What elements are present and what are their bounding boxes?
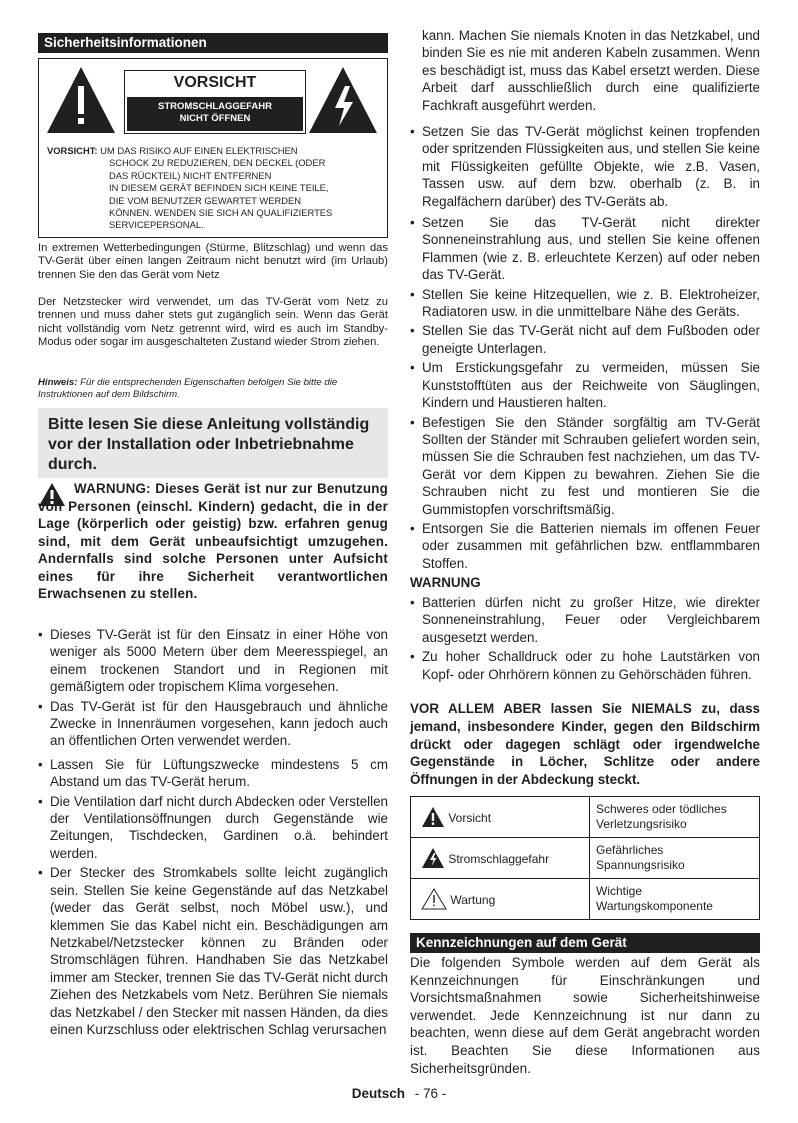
bold-warning-paragraph: VOR ALLEM ABER lassen Sie NIEMALS zu, dass jemand, insbesondere Kinder, gegen den Bildschirm drückt oder dagegen schlägt oder irgendwelche Gegenstände in Löcher, Schlitze oder andere Öffnungen in der Abdeckung steckt. — [410, 701, 760, 788]
desc-line-1: Gefährliches — [596, 843, 664, 857]
caution-line-5: KÖNNEN. WENDEN SIE SICH AN QUALIFIZIERTES — [109, 207, 333, 219]
caution-outline-icon — [421, 888, 447, 910]
footer-page-number: - 76 - — [414, 1086, 447, 1101]
lightning-warning-icon — [307, 64, 379, 136]
caution-line-0: UM DAS RISIKO AUF EINEN ELEKTRISCHEN — [100, 145, 298, 156]
vorsicht-title: VORSICHT — [173, 74, 257, 91]
caution-line-2: DAS RÜCKTEIL) NICHT ENTFERNEN — [109, 169, 272, 181]
paragraph-mains-plug: Der Netzstecker wird verwendet, um das TV-Gerät vom Netz zu trennen und muss daher stets gut zugänglich sein. Wenn das Gerät nicht vollständig vom Netz getrennt wird, wird es auch im Standby-Modus oder sogar im ausgeschalteten Zustand wieder Strom ziehen. — [38, 296, 388, 349]
list-item: • Das TV-Gerät ist für den Hausgebrauch und ähnliche Zwecke in Innenräumen vorgesehen, kann jedoch auch an öffentlichen Orten verwendet werden. — [38, 698, 388, 750]
caution-warning-box — [38, 58, 388, 238]
caution-text — [47, 145, 377, 232]
warning-bullet-list — [410, 594, 760, 683]
read-manual-banner: Bitte lesen Sie diese Anleitung vollständig vor der Installation oder Inbetriebnahme durch. — [38, 408, 388, 478]
list-item: • Batterien dürfen nicht zu großer Hitze, wie direkter Sonneneinstrahlung, Feuer oder Vergleichbarem ausgesetzt werden. — [410, 594, 760, 646]
table-row — [411, 879, 760, 920]
section-title-safety: Sicherheitsinformationen — [38, 33, 388, 53]
list-item: • Lassen Sie für Lüftungszwecke mindestens 5 cm Abstand um das TV-Gerät herum. — [38, 756, 388, 791]
subtitle-line-2: NICHT ÖFFNEN — [179, 113, 251, 124]
caution-line-3: IN DIESEM GERÄT BEFINDEN SICH KEINE TEILE, — [109, 182, 329, 194]
symbol-cell-vorsicht — [411, 797, 590, 838]
caution-line-6: SERVICEPERSONAL. — [109, 219, 204, 231]
desc-line-2: Verletzungsrisiko — [596, 817, 687, 831]
hint-text: Für die entsprechenden Eigenschaften befolgen Sie bitte die Instruktionen auf dem Bildschirm. — [38, 377, 338, 400]
hint-label: Hinweis: — [38, 377, 78, 388]
list-item: • Setzen Sie das TV-Gerät möglichst keinen tropfenden oder spritzenden Flüssigkeiten aus, und stellen Sie keine mit Flüssigkeiten gefüllte Objekte, wie z.B. Vasen, Tassen usw. auf dem bzw. oberhalb (z. B. in Regalfächern darüber) des TV-Geräts ab. — [410, 123, 760, 210]
desc-line-2: Wartungskomponente — [596, 899, 713, 913]
list-item: • Befestigen Sie den Ständer sorgfältig am TV-Gerät Sollten der Ständer mit Schrauben geliefert worden sein, müssen Sie die Schrauben fest nachziehen, um das TV-Gerät vor dem Kippen zu bewahren. Ziehen Sie die Schrauben nicht zu fest und montieren Sie die Gummistopfen vorschriftsmäßig. — [410, 414, 760, 518]
symbol-desc — [590, 838, 760, 879]
warning-paragraph: WARNUNG: Dieses Gerät ist nur zur Benutzung von Personen (einschl. Kindern) gedacht, die in der Lage (körperlich oder geistig) bzw. erfahren genug sind, mit dem Gerät unbeaufsichtigt umzugehen. Andernfalls sind solche Personen unter Aufsicht eines für ihre Sicherheit verantwortlichen Erwachsenen zu stellen. — [38, 481, 388, 601]
desc-line-1: Schweres oder tödliches — [596, 802, 727, 816]
footer-language: Deutsch — [351, 1086, 405, 1101]
list-item: • Dieses TV-Gerät ist für den Einsatz in einer Höhe von weniger als 5000 Metern über dem Meeresspiegel, an einem trockenen Standort und in Regionen mit gemäßigtem oder tropischem Klima vorgesehen. — [38, 626, 388, 696]
hint-note — [38, 377, 388, 400]
desc-line-2: Spannungsrisiko — [596, 858, 685, 872]
symbol-desc — [590, 879, 760, 920]
symbol-desc — [590, 797, 760, 838]
list-item: • Der Stecker des Stromkabels sollte leicht zugänglich sein. Stellen Sie keine Gegenstände auf das Netzkabel (weder das Gerät selbst, noch Möbel usw.), und klemmen Sie das Kabel nicht ein. Beschädigungen am Netzkabel/Netzstecker können zu Bränden oder Stromschlägen führen. Handhaben Sie das Netzkabel immer am Stecker, trennen Sie das TV-Gerät nicht durch Ziehen des Netzkabels vom Netz. Berühren Sie niemals das Netzkabel / den Stecker mit nassen Händen, da dies einen Kurzschluss oder elektrischen Schlag verursachen — [38, 864, 388, 1038]
list-item: • Setzen Sie das TV-Gerät nicht direkter Sonneneinstrahlung aus, und stellen Sie keine offenen Flammen (wie z. B. erleuchtete Kerzen) auf oder neben das TV-Gerät. — [410, 214, 760, 284]
symbol-cell-shock — [411, 838, 590, 879]
list-item: • Zu hoher Schalldruck oder zu hohe Lautstärken von Kopf- oder Ohrhörern können zu Gehörschäden führen. — [410, 648, 760, 683]
exclamation-warning-icon — [45, 64, 117, 136]
symbol-label: Stromschlaggefahr — [448, 852, 550, 866]
desc-line-1: Wichtige — [596, 884, 643, 898]
list-item: • Stellen Sie keine Hitzequellen, wie z. B. Elektroheizer, Radiatoren usw. in die unmittelbare Nähe des Geräts. — [410, 286, 760, 321]
table-row — [411, 838, 760, 879]
shock-icon — [421, 847, 445, 869]
symbol-label: Wartung — [450, 893, 496, 907]
right-bullet-list — [410, 123, 760, 572]
symbol-label: Vorsicht — [448, 811, 492, 825]
vorsicht-label-box — [124, 70, 306, 134]
caution-label: VORSICHT: — [47, 145, 98, 156]
list-item: • Stellen Sie das TV-Gerät nicht auf dem Fußboden oder geneigte Unterlagen. — [410, 322, 760, 357]
caution-line-1: SCHOCK ZU REDUZIEREN, DEN DECKEL (ODER — [109, 157, 326, 169]
continuation-paragraph: kann. Machen Sie niemals Knoten in das Netzkabel, und binden Sie es nie mit anderen Kabeln zusammen. Wenn es beschädigt ist, muss das Kabel ersetzt werden. Diese Arbeit darf ausschließlich durch eine qualifizierte Fachkraft ausgeführt werden. — [422, 28, 760, 113]
caution-line-4: DIE VOM BENUTZER GEWARTET WERDEN — [109, 194, 302, 206]
list-item: • Die Ventilation darf nicht durch Abdecken oder Verstellen der Ventilationsöffnungen durch Gegenstände wie Zeitungen, Tischdecken, Gardinen o.ä. behindert werden. — [38, 793, 388, 863]
list-item: • Entsorgen Sie die Batterien niemals im offenen Feuer oder zusammen mit gefährlichen bzw. entflammbaren Stoffen. — [410, 520, 760, 572]
section-title-markings: Kennzeichnungen auf dem Gerät — [410, 933, 760, 953]
symbols-table — [410, 796, 760, 920]
list-item: • Um Erstickungsgefahr zu vermeiden, müssen Sie Kunststofftüten aus der Reichweite von Säuglingen, Kindern und Haustieren halten. — [410, 359, 760, 411]
subtitle-line-1: STROMSCHLAGGEFAHR — [158, 101, 272, 112]
warning-heading: WARNUNG — [410, 575, 481, 590]
symbol-cell-wartung — [411, 879, 590, 920]
vorsicht-subtitle — [127, 97, 303, 131]
safety-bullet-list — [38, 626, 388, 1038]
paragraph-weather: In extremen Wetterbedingungen (Stürme, Blitzschlag) und wenn das TV-Gerät über einen langen Zeitraum nicht benutzt wird (im Urlaub) trennen Sie den das Gerät vom Netz — [38, 242, 388, 281]
page-footer — [0, 1086, 798, 1101]
markings-paragraph: Die folgenden Symbole werden auf dem Gerät als Kennzeichnungen für Einschränkungen und Vorsichtsmaßnahmen sowie Sicherheitshinweise verwendet. Jede Kennzeichnung ist nur dann zu beachten, wenn diese auf dem Gerät angebracht worden ist. Beachten Sie diese Informationen aus Sicherheitsgründen. — [410, 955, 760, 1076]
table-row — [411, 797, 760, 838]
warning-icon — [421, 806, 445, 828]
